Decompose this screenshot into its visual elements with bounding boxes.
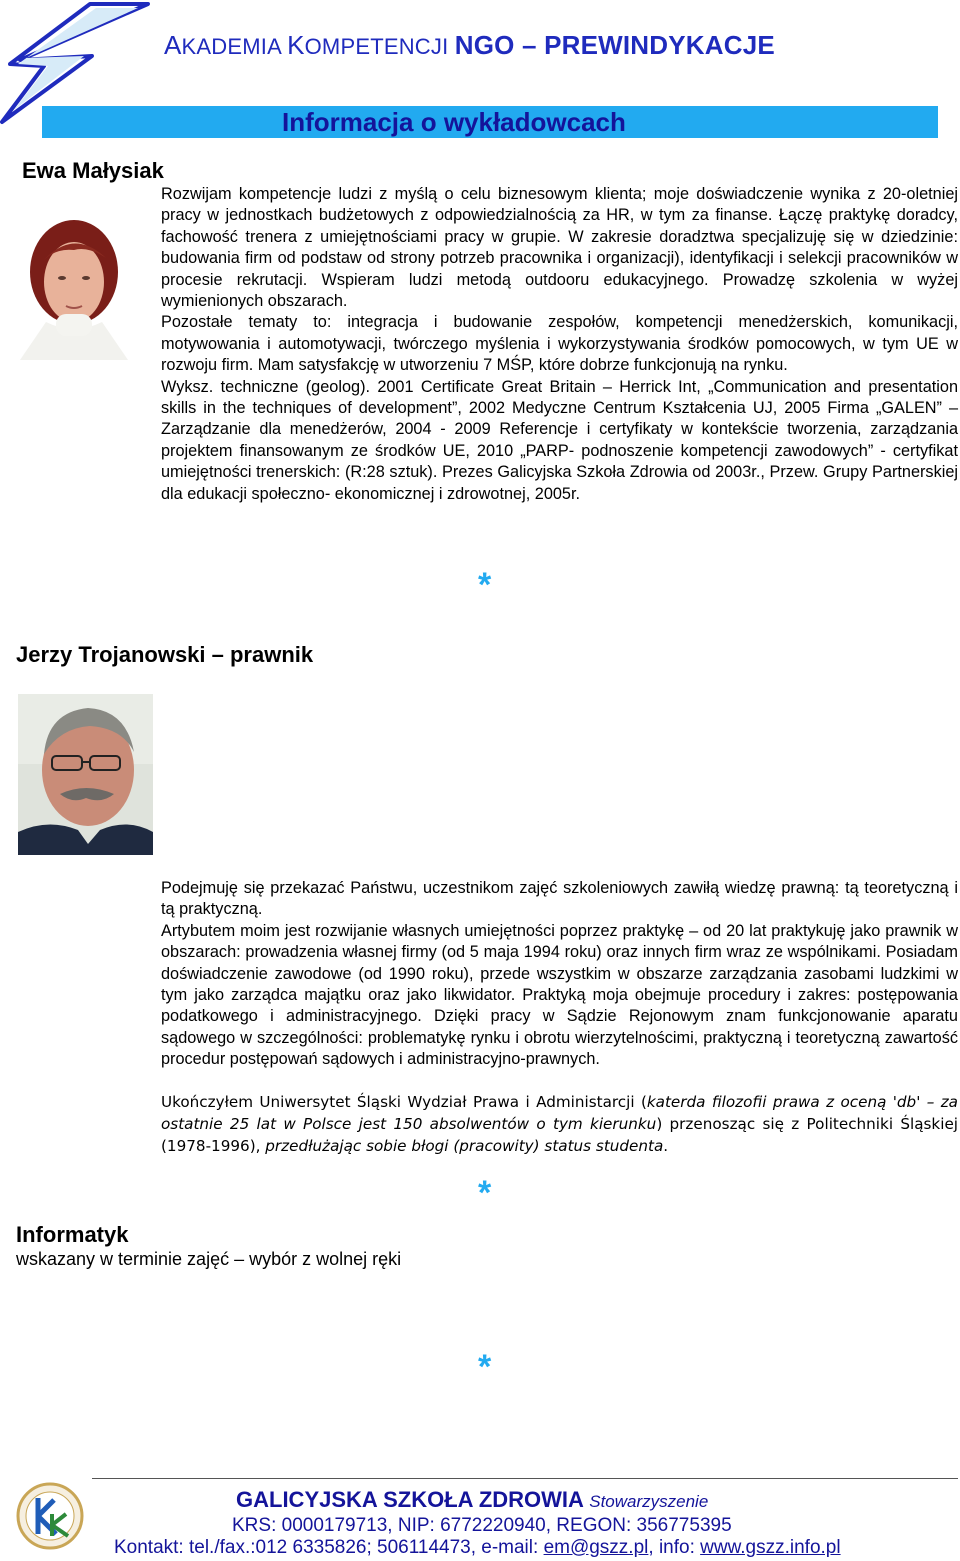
lecturer-photo (18, 694, 153, 855)
lecturer-bio (161, 184, 958, 505)
bio-paragraph: Pozostałe tematy to: integracja i budowanie zespołów, kompetencji menedżerskich, komunikacji, motywowania i automotywacji, twórczego myślenia i wykorzystywania środków pomocowych, w tym UE w rozwoju firm. Mam satysfakcję w utworzeniu 7 MŚP, które dobrze funkcjonują na rynku. (161, 313, 958, 375)
lecturer-name: Informatyk (16, 1222, 129, 1247)
footer-registration: KRS: 0000179713, NIP: 6772220940, REGON: 356775395 (232, 1515, 732, 1536)
separator-star: * (478, 1174, 492, 1212)
header-title: AKADEMIA KOMPETENCJI NGO – PREWINDYKACJE (164, 30, 775, 60)
lecturer-name: Jerzy Trojanowski – prawnik (16, 642, 314, 667)
banner-title: Informacja o wykładowcach (282, 107, 626, 137)
organization-logo-icon (14, 1480, 86, 1552)
email-link[interactable]: em@gszz.pl (543, 1537, 649, 1558)
separator-star: * (478, 566, 492, 604)
bio-paragraph: Rozwijam kompetencje ludzi z myślą o celu biznesowym klienta; moje doświadczenie wynika z 20-oletniej pracy w jednostkach budżetowych z odpowiedzialnością za HR, w tym za finanse. Łączę praktykę doradcy, fachowość trenera z umiejętnościami pracy w grupie. W zakresie doradztwa specjalizuję się w dziedzinie: budowania firm od podstaw od strony potrzeb pracownika i organizacji), identyfikacji i selekcji pracowników w procesie rekrutacji. Wspieram ludzi metodą outdooru edukacyjnego. Prowadzę szkolenia w wyżej wymienionych obszarach. (161, 185, 958, 311)
website-link[interactable]: www.gszz.info.pl (700, 1537, 841, 1558)
footer-organization: GALICYJSKA SZKOŁA ZDROWIA Stowarzyszenie (236, 1487, 709, 1512)
footer-contact: Kontakt: tel./fax.:012 6335826; 506114473, e-mail: em@gszz.pl, info: www.gszz.info.pl (114, 1537, 841, 1558)
lecturer-education: Ukończyłem Uniwersytet Śląski Wydział Prawa i Administarcji (katerda filozofii prawa z oceną 'db' – za ostatnie 25 lat w Polsce jest 150 absolwentów o tym kierunku) przenosząc się z Politechniki Śląskiej (1978-1996), przedłużając sobie błogi (pracowity) status studenta. (161, 1093, 959, 1155)
lecturer-bio (161, 878, 958, 1071)
bio-paragraph: Wyksz. techniczne (geolog). 2001 Certificate Great Britain – Herrick Int, „Communication and presentation skills in the techniques of development”, 2002 Medyczne Centrum Kształcenia UJ, 2005 Firma „GALEN” – Zarządzanie dla menedżerów, 2004 - 2009 Referencje i certyfikaty w kontekście tworzenia, zarządzania projektem finansowanym ze środków UE, 2010 „PARP- podnoszenie kompetencji zawodowych” - certyfikat umiejętności trenerskich: (R:28 sztuk). Prezes Galicyjska Szkoła Zdrowia od 2003r., Przew. Grupy Partnerskiej dla edukacji społeczno- ekonomicznej i zdrowotnej, 2005r. (161, 377, 958, 503)
lecturer-name: Ewa Małysiak (22, 158, 164, 183)
footer-divider (92, 1478, 958, 1479)
separator-star: * (478, 1348, 492, 1386)
bio-paragraph: Artybutem moim jest rozwijanie własnych umiejętności poprzez praktykę – od 20 lat praktykuję jako prawnik w obszarach: prowadzenia własnej firmy (od 5 maja 1994 roku) oraz innych firm wraz ze wspólnikami. Posiadam doświadczenie zawodowe (od 1990 roku), przede wszystkim w obszarze zarządzania zasobami ludzkimi w tym jako zarządca majątku oraz jako likwidator. Praktyką moja obejmuje procedury i zakres: postępowania podatkowego i administracyjnego. Dzięki pracy w Sądzie Rejonowym znam funkcjonowanie aparatu sądowego w szczególności: problematykę rynku i obrotu wierzytelnościmi, praktyczną i teoretyczną zawartość procedur postępowań sądowych i administracyjno-prawnych. (161, 921, 958, 1069)
lecturer-subtitle: wskazany w terminie zajęć – wybór z wolnej ręki (16, 1249, 402, 1269)
lecturer-photo (16, 210, 134, 360)
bio-paragraph: Podejmuję się przekazać Państwu, uczestnikom zajęć szkoleniowych zawiłą wiedzę prawną: tą teoretyczną i tą praktyczną. (161, 879, 958, 919)
